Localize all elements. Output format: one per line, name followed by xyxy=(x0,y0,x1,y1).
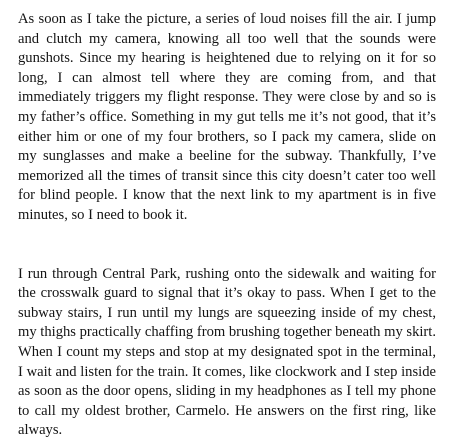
paragraph-2: I run through Central Park, rushing onto the sidewalk and waiting for the crosswalk guard to signal that it’s okay to pass. When I get to the subway stairs, I run until my lungs are squeezing inside of my chest, my thighs practically chaffing from brushing together beneath my skirt. When I count my steps and stop at my designated spot in the terminal, I wait and listen for the train. It comes, like clockwork and I step inside as soon as the door opens, sliding in my headphones as I tell my phone to call my oldest brother, Carmelo. He answers on the first ring, like always. xyxy=(18,265,436,439)
paragraph-1: As soon as I take the picture, a series of loud noises fill the air. I jump and clutch my camera, knowing all too well that the sounds were gunshots. Since my hearing is heightened due to relying on it for so long, I can almost tell where they are coming from, and that immediately triggers my flight response. They were close by and so is my father’s office. Something in my gut tells me it’s not good, that it’s either him or one of my four brothers, so I pack my camera, slide on my sunglasses and make a beeline for the subway. Thankfully, I’ve memorized all the times of transit since this city doesn’t cater too well for blind people. I know that the next link to my apartment is in five minutes, so I need to book it. xyxy=(18,11,436,223)
document-page xyxy=(18,10,436,441)
